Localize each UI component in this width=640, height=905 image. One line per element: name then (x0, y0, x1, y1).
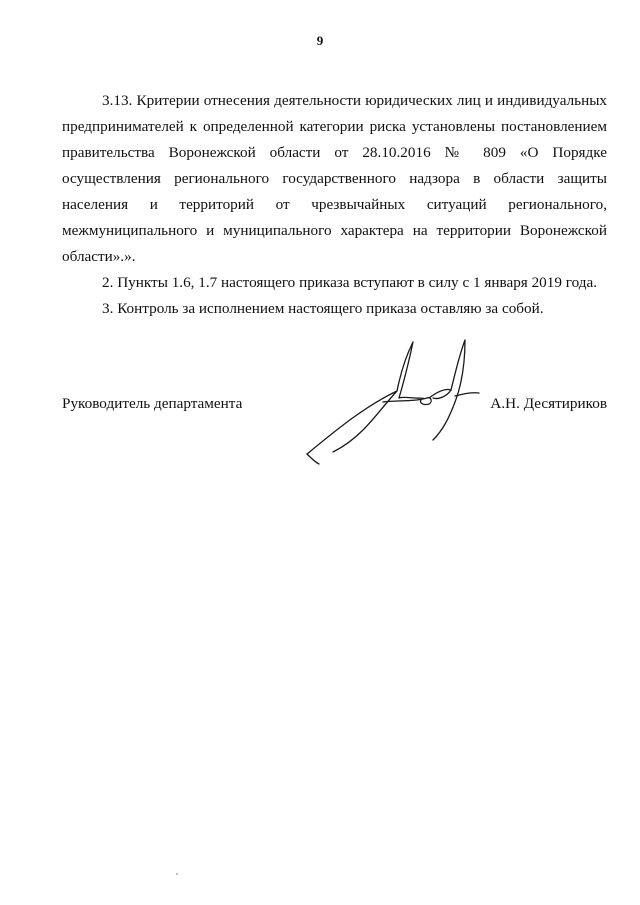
page-number: 9 (316, 33, 324, 48)
scan-dot (176, 873, 178, 875)
signer-name: А.Н. Десятириков (490, 395, 607, 412)
paragraph-effective-date: 2. Пункты 1.6, 1.7 настоящего приказа вступают в силу с 1 января 2019 года. (102, 274, 598, 291)
signer-role: Руководитель департамента (62, 395, 243, 412)
paragraph-control: 3. Контроль за исполнением настоящего приказа оставляю за собой. (102, 300, 544, 317)
paragraph-criteria: 3.13. Критерии отнесения деятельности юридических лиц и индивидуальных предпринимателей к определенной категории риска установлены постановлением правительства Воронежской области от 28.10.2016 № 809 «О Порядке осуществления регионального государственного надзора в области защиты населения и территорий от чрезвычайных ситуаций регионального, межмуниципального и муниципального характера на территории Воронежской области».». (62, 92, 607, 265)
signature-block (62, 395, 607, 435)
document-body (62, 88, 607, 322)
